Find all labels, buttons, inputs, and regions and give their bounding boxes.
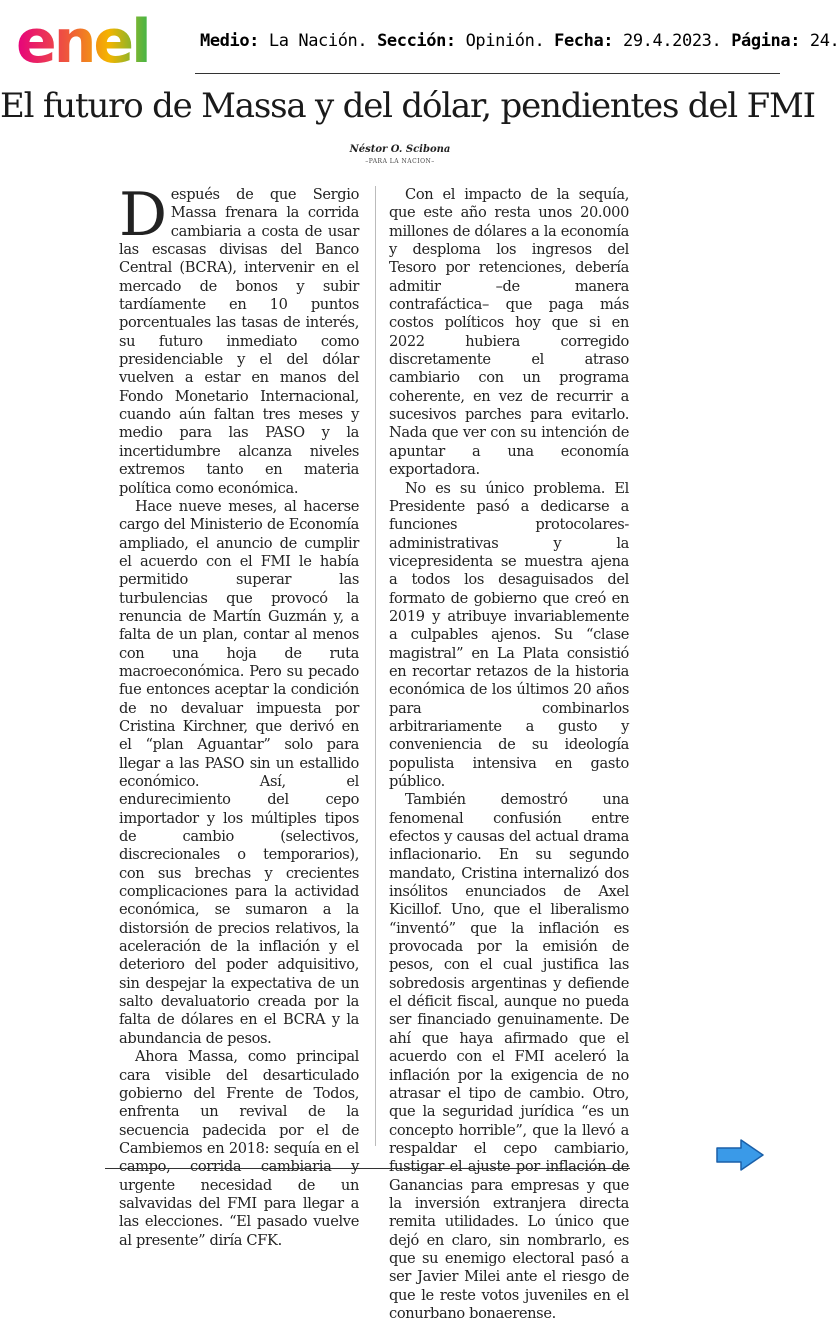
article-paragraph bbox=[119, 180, 359, 498]
pagina-value: 24. bbox=[809, 31, 839, 51]
pagina-label: Página: bbox=[731, 31, 801, 51]
header bbox=[0, 0, 839, 77]
enel-logo bbox=[14, 4, 184, 77]
article-column-left bbox=[119, 180, 359, 1250]
article-author: Néstor O. Scibona bbox=[349, 144, 451, 155]
footer-divider bbox=[105, 1168, 630, 1169]
seccion-value: Opinión. bbox=[465, 31, 545, 51]
medio-value: La Nación. bbox=[268, 31, 368, 51]
dropcap: D bbox=[119, 180, 167, 250]
paragraph-text: espués de que Sergio Massa frenara la corrida cambiaria a costa de usar las escasas divisas del Banco Central (BCRA), intervenir en el mercado de bonos y subir tardíamente en 10 puntos porcentuales las tasas de interés, su futuro inmediato como presidenciable y el del dólar vuelven a estar en manos del Fondo Monetario Internacional, cuando aún faltan tres meses y medio para las PASO y la incertidumbre alcanza niveles extremos tanto en materia política como económica. bbox=[119, 186, 359, 497]
next-page-button[interactable] bbox=[714, 1137, 766, 1173]
fecha-label: Fecha: bbox=[554, 31, 614, 51]
article-paragraph: Hace nueve meses, al hacerse cargo del Ministerio de Economía ampliado, el anuncio de cumplir el acuerdo con el FMI le había permitido superar las turbulencias que provocó la renuncia de Martín Guzmán y, a falta de un plan, contar al menos con una hoja de ruta macroeconómica. Pero su pecado fue entonces aceptar la condición de no devaluar impuesta por Cristina Kirchner, que derivó en el “plan Aguantar” solo para llegar a las PASO sin un estallido económico. Así, el endurecimiento del cepo importador y los múltiples tipos de cambio (selectivos, discrecionales o temporarios), con sus brechas y crecientes complicaciones para la actividad económica, se sumaron a la distorsión de precios relativos, la aceleración de la inflación y el deterioro del poder adquisitivo, sin despejar la expectativa de un salto devaluatorio creada por la falta de dólares en el BCRA y la abundancia de pesos. bbox=[119, 497, 359, 1047]
seccion-label: Sección: bbox=[377, 31, 456, 51]
fecha-value: 29.4.2023. bbox=[622, 31, 722, 51]
article-paragraph: Con el impacto de la sequía, que este año resta unos 20.000 millones de dólares a la economía y desploma los ingresos del Tesoro por retenciones, debería admitir –de manera contrafáctica– que paga más costos políticos hoy que si en 2022 hubiera corregido discretamente el atraso cambiario con un programa coherente, en vez de recurrir a sucesivos parches para evitarlo. Nada que ver con su intención de apuntar a una economía exportadora. bbox=[389, 186, 629, 479]
author-affiliation: –PARA LA NACION– bbox=[365, 158, 435, 165]
article-paragraph: También demostró una fenomenal confusión entre efectos y causas del actual drama inflacionario. En su segundo mandato, Cristina internalizó dos insólitos enunciados de Axel Kicillof. Uno, que el liberalismo “inventó” que la inflación es provocada por la emisión de pesos, con el cual justifica las sobredosis argentinas y defiende el déficit fiscal, aunque no pueda ser financiado genuinamente. De ahí que haya afirmado que el acuerdo con el FMI aceleró la inflación por la exigencia de no atrasar el tipo de cambio. Otro, que la seguridad jurídica “es un concepto horrible”, que la llevó a respaldar el cepo cambiario, fustigar el ajuste por inflación de Ganancias para empresas y que la inversión extranjera directa remita utilidades. Lo único que dejó en claro, sin nombrarlo, es que su enemigo electoral pasó a ser Javier Milei ante el riesgo de que le reste votos juveniles en el conurbano bonaerense. bbox=[389, 791, 629, 1322]
svg-text:enel: enel bbox=[16, 7, 149, 77]
right-arrow-icon bbox=[717, 1140, 763, 1170]
source-info bbox=[200, 31, 839, 51]
article-headline: El futuro de Massa y del dólar, pendientes del FMI bbox=[0, 86, 815, 126]
column-divider bbox=[375, 186, 376, 1146]
header-divider bbox=[195, 73, 780, 74]
article-paragraph: Ahora Massa, como principal cara visible del desarticulado gobierno del Frente de Todos, enfrenta un revival de la secuencia padecida por el de Cambiemos en 2018: sequía en el campo, corrida cambiaria y urgente necesidad de un salvavidas del FMI para llegar a las elecciones. “El pasado vuelve al presente” diría CFK. bbox=[119, 1048, 359, 1249]
medio-label: Medio: bbox=[200, 31, 260, 51]
article-paragraph: No es su único problema. El Presidente pasó a dedicarse a funciones protocolares-administrativas y la vicepresidenta se muestra ajena a todos los desaguisados del formato de gobierno que creó en 2019 y atribuye invariablemente a culpables ajenos. Su “clase magistral” en La Plata consistió en recortar retazos de la historia económica de los últimos 20 años para combinarlos arbitrariamente a gusto y conveniencia de su ideología populista intensiva en gasto público. bbox=[389, 479, 629, 790]
article-column-right bbox=[389, 186, 629, 1323]
